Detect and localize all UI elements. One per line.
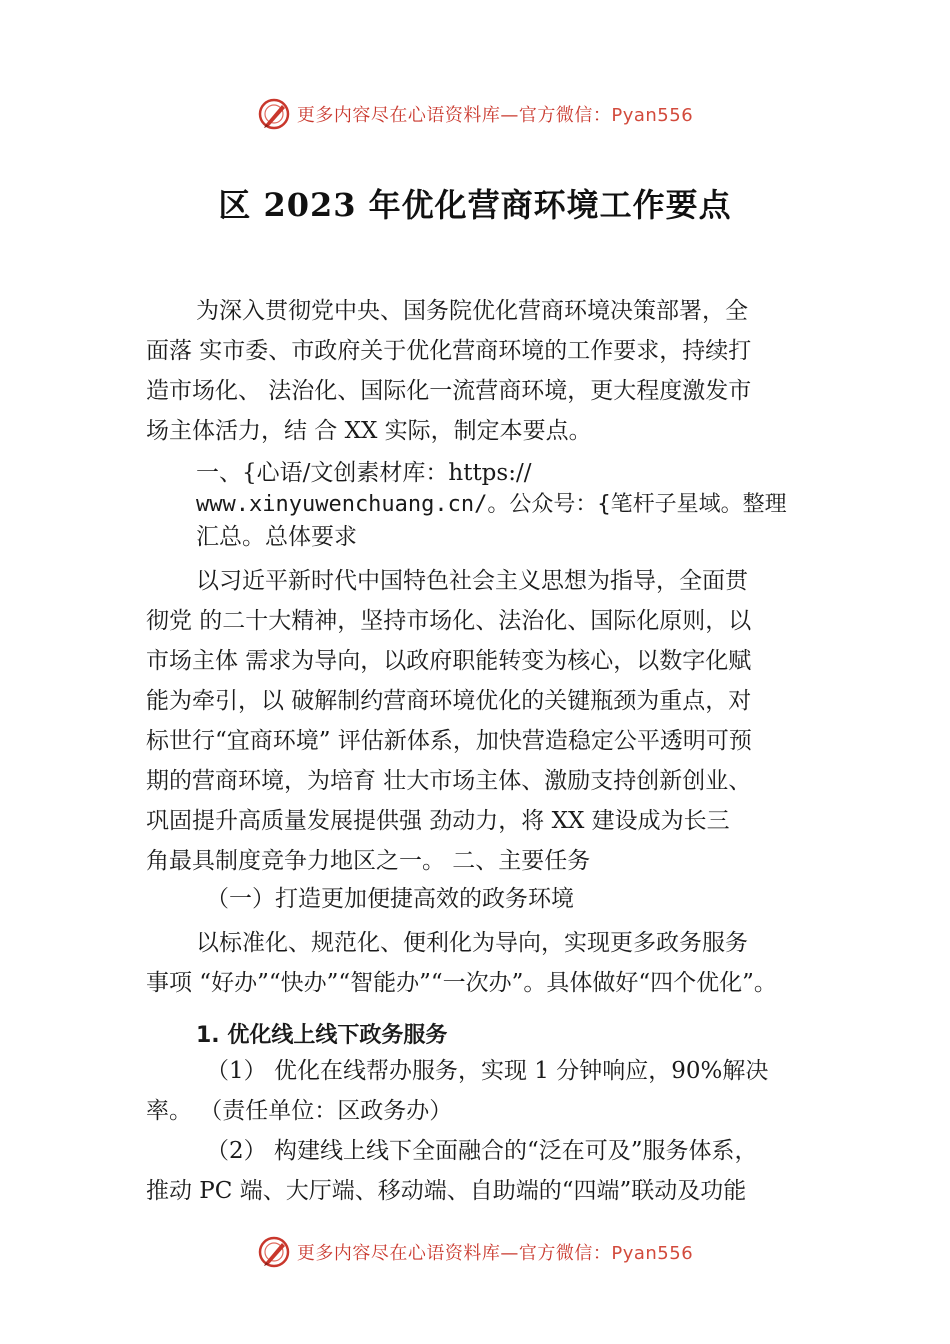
- paragraph-line: 能为牵引，以 破解制约营商环境优化的关键瓶颈为重点，对: [146, 688, 752, 714]
- paragraph-line: 为深入贯彻党中央、国务院优化营商环境决策部署，全: [196, 298, 748, 324]
- paragraph-line: 场主体活力，结 合 XX 实际，制定本要点。: [146, 418, 592, 444]
- paragraph-line: 推动 PC 端、大厅端、移动端、自助端的“四端”联动及功能: [146, 1178, 747, 1204]
- watermark-handle: Pyan556: [611, 105, 694, 126]
- paragraph-line: 造市场化、 法治化、国际化一流营商环境，更大程度激发市: [146, 378, 752, 404]
- paragraph-line: （2） 构建线上线下全面融合的“泛在可及”服务体系，: [206, 1138, 758, 1164]
- paragraph-line: 彻党 的二十大精神，坚持市场化、法治化、国际化原则，以: [146, 608, 752, 634]
- paragraph-line: 以标准化、规范化、便利化为导向，实现更多政务服务: [196, 930, 748, 956]
- paragraph-line: 以习近平新时代中国特色社会主义思想为指导，全面贯: [196, 568, 748, 594]
- pen-circle-logo-icon: [257, 1235, 291, 1269]
- watermark-banner-top: [0, 94, 950, 134]
- paragraph-line: 率。 （责任单位：区政务办）: [146, 1098, 453, 1124]
- watermark-text: 更多内容尽在心语资料库—官方微信：Pyan556: [296, 1243, 694, 1264]
- paragraph-line: 角最具制度竞争力地区之一。 二、主要任务: [146, 848, 591, 874]
- watermark-handle: Pyan556: [611, 1243, 694, 1264]
- paragraph-line: 汇总。总体要求: [196, 524, 357, 550]
- document-title: 区 2023 年优化营商环境工作要点: [218, 186, 732, 224]
- paragraph-line: （1） 优化在线帮办服务，实现 1 分钟响应，90%解决: [206, 1058, 769, 1084]
- section-heading: （一）打造更加便捷高效的政务环境: [206, 886, 574, 912]
- watermark-banner-bottom: [0, 1232, 950, 1272]
- paragraph-line: 面落 实市委、市政府关于优化营商环境的工作要求，持续打: [146, 338, 752, 364]
- subsection-heading: 1. 优化线上线下政务服务: [196, 1023, 448, 1048]
- pen-circle-logo-icon: [257, 97, 291, 131]
- paragraph-line: 市场主体 需求为导向，以政府职能转变为核心，以数字化赋: [146, 648, 752, 674]
- paragraph-line: 期的营商环境，为培育 壮大市场主体、激励支持创新创业、: [146, 768, 752, 794]
- paragraph-line: 标世行“宜商环境” 评估新体系，加快营造稳定公平透明可预: [146, 728, 752, 754]
- paragraph-line: www.xinyuwenchuang.cn/。公众号：{笔杆子星域。整理: [196, 492, 787, 517]
- paragraph-line: 事项 “好办”“快办”“智能办”“一次办”。具体做好“四个优化”。: [146, 970, 777, 996]
- watermark-text: 更多内容尽在心语资料库—官方微信：Pyan556: [296, 105, 694, 126]
- paragraph-line: 巩固提升高质量发展提供强 劲动力，将 XX 建设成为长三: [146, 808, 730, 834]
- paragraph-line: 一、{心语/文创素材库：https://: [196, 460, 532, 486]
